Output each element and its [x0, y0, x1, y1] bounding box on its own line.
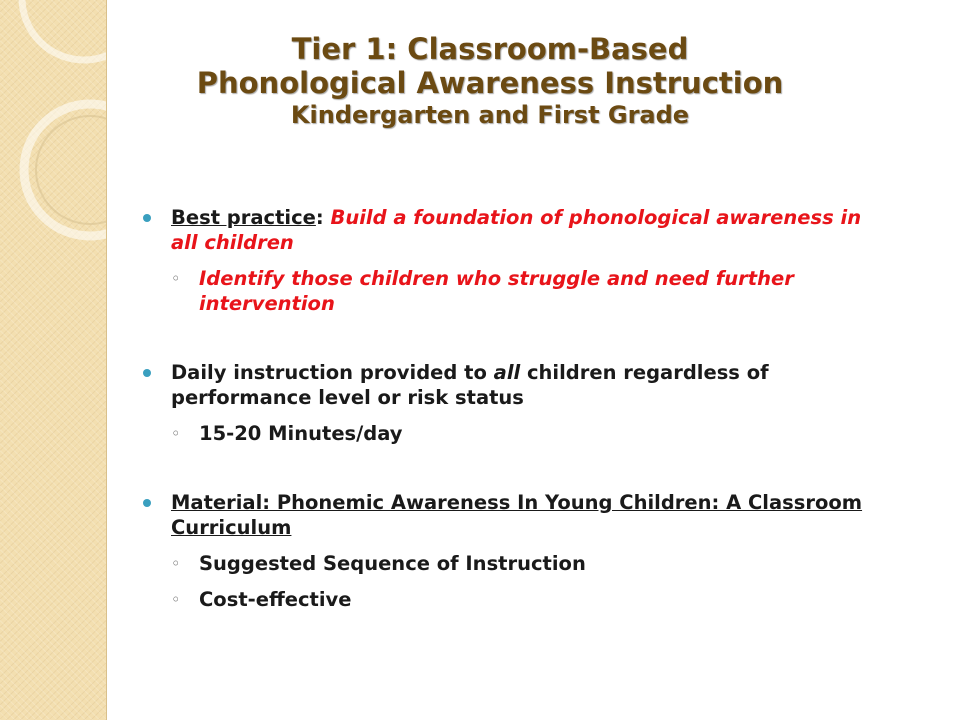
best-practice-label: Best practice — [171, 206, 316, 229]
title-line-3: Kindergarten and First Grade — [290, 101, 690, 129]
sub-minutes-per-day: ◦ 15-20 Minutes/day — [140, 421, 870, 446]
sub-identify-children: ◦ Identify those children who struggle and need further intervention — [140, 266, 870, 316]
slide-body — [140, 205, 870, 612]
decorative-rings-icon — [0, 0, 106, 720]
title-line-1: Tier 1: Classroom-Based — [291, 32, 689, 66]
daily-text-italic: all — [493, 361, 521, 384]
bullet-best-practice — [140, 205, 870, 255]
title-line-2: Phonological Awareness Instruction — [196, 66, 784, 100]
sub-cost-effective: ◦ Cost-effective — [140, 587, 870, 612]
bullet-daily-instruction — [140, 360, 870, 410]
daily-text-before: Daily instruction provided to — [171, 361, 494, 384]
decorative-sidebar — [0, 0, 107, 720]
best-practice-separator: : — [315, 206, 331, 229]
bullet-material: Material: Phonemic Awareness In Young Children: A Classroom Curriculum — [140, 490, 870, 540]
sub-suggested-sequence: ◦ Suggested Sequence of Instruction — [140, 551, 870, 576]
daily-text-after: children regardless of performance level or risk status — [171, 361, 769, 409]
slide-title — [120, 32, 860, 130]
best-practice-text: Build a foundation of phonological awareness in all children — [171, 206, 862, 254]
